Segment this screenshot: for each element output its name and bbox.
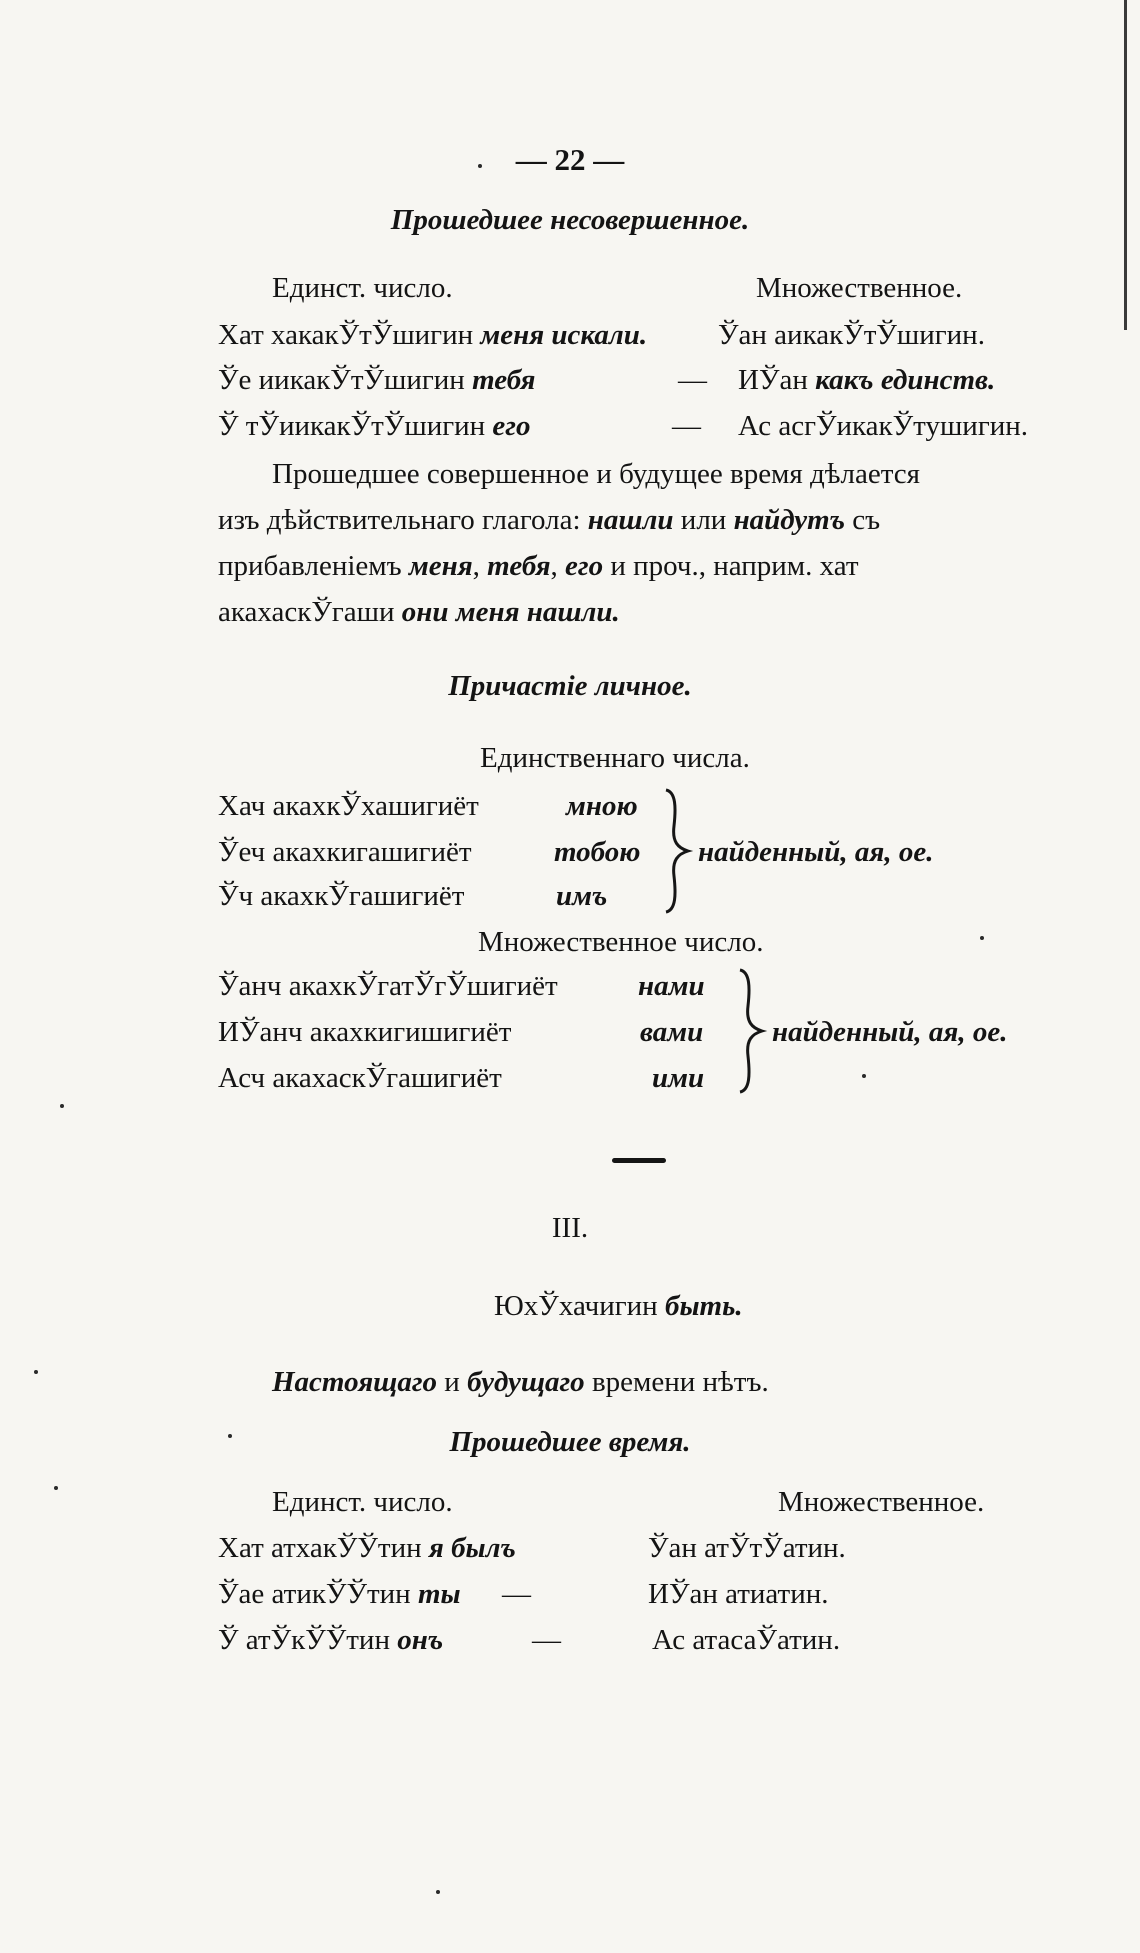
paragraph-emphasis: тебя: [487, 550, 551, 582]
singular-label: Единственнаго числа.: [480, 742, 750, 774]
scan-speck: [436, 1890, 440, 1894]
conjugation-row: [218, 1622, 443, 1658]
right-brace-icon: [660, 786, 696, 916]
scan-speck: [54, 1486, 58, 1490]
scan-speck: [228, 1434, 232, 1438]
scan-speck: [980, 936, 984, 940]
paragraph-line: [218, 548, 859, 584]
participle-pronoun: нами: [638, 970, 705, 1002]
column-header-plural: Множественное.: [756, 272, 963, 304]
form-word: Ўанч акахкЎгатЎгЎшигиёт: [218, 970, 558, 1002]
paragraph-line: [218, 502, 880, 538]
form-word: Ўае атикЎЎтин: [218, 1578, 418, 1610]
conjugation-row-plural: [718, 317, 985, 353]
participle-row: [218, 788, 479, 824]
verb-gloss: быть.: [664, 1290, 743, 1322]
column-header-plural: Множественное.: [778, 1486, 985, 1518]
section-subtitle-past: Прошедшее время.: [449, 1426, 691, 1458]
scan-speck: [862, 1074, 866, 1078]
paragraph-text: изъ дѣйствительнаго глагола:: [218, 504, 588, 536]
conjugation-row: [218, 1530, 516, 1566]
column-header-singular: Единст. число.: [272, 1486, 453, 1518]
note-text: и: [437, 1366, 468, 1398]
participle-pronoun: ими: [652, 1062, 705, 1094]
form-gloss: его: [492, 410, 531, 442]
dash: —: [532, 1624, 561, 1656]
verb-heading: [494, 1288, 743, 1324]
scan-speck: [60, 1104, 64, 1108]
form-gloss: онъ: [397, 1624, 444, 1656]
participle-pronoun: мною: [566, 790, 638, 822]
participle-row: [218, 1060, 502, 1096]
participle-row: [218, 834, 472, 870]
form-gloss: я былъ: [428, 1532, 516, 1564]
dash: —: [672, 410, 701, 442]
participle-pronoun: тобою: [554, 836, 641, 868]
form-gloss: ты: [417, 1578, 461, 1610]
section-numeral: III.: [551, 1212, 589, 1244]
form-gloss: тебя: [472, 364, 536, 396]
form-word: Хач акахкЎхашигиёт: [218, 790, 479, 822]
conjugation-row: [218, 1576, 461, 1612]
paragraph-emphasis: найдутъ: [733, 504, 846, 536]
paragraph-text: или: [673, 504, 734, 536]
paragraph-text: ,: [472, 550, 488, 582]
paragraph-text: съ: [845, 504, 881, 536]
form-word: Ўе иикакЎтЎшигин: [218, 364, 473, 396]
dash: —: [502, 1578, 531, 1610]
participle-meaning: найденный, ая, ое.: [772, 1016, 1008, 1048]
plural-label: Множественное число.: [478, 926, 764, 958]
form-word: Асч акахаскЎгашигиёт: [218, 1062, 502, 1094]
participle-row: [218, 968, 558, 1004]
form-word: Ў атЎкЎЎтин: [218, 1624, 398, 1656]
paragraph-emphasis: они меня нашли.: [401, 596, 620, 628]
form-word: Ў тЎиикакЎтЎшигин: [218, 410, 493, 442]
conjugation-row: [218, 317, 647, 353]
conjugation-row: [218, 362, 535, 398]
verb-word: ЮхЎхачигин: [494, 1290, 665, 1322]
form-gloss: какъ единств.: [815, 364, 996, 396]
conjugation-row-plural: Ўан атЎтЎатин.: [648, 1532, 846, 1564]
note-emphasis: Настоящаго: [272, 1366, 438, 1398]
paragraph-text: и проч., наприм. хат: [603, 550, 859, 582]
conjugation-row-plural: [738, 408, 1028, 444]
note-text: времени нѣтъ.: [584, 1366, 769, 1398]
paragraph-line: [272, 456, 920, 492]
participle-row: [218, 878, 464, 914]
section-divider: [612, 1158, 666, 1163]
right-brace-icon: [734, 966, 770, 1096]
form-gloss: меня искали.: [480, 319, 648, 351]
paragraph-text: ,: [550, 550, 566, 582]
paragraph-emphasis: его: [565, 550, 604, 582]
scan-speck: [478, 164, 482, 168]
participle-pronoun: вами: [640, 1016, 704, 1048]
form-word: Ўч акахкЎгашигиёт: [218, 880, 465, 912]
scan-speck: [34, 1370, 38, 1374]
participle-row: [218, 1014, 511, 1050]
form-word: Ўеч акахкигашигиёт: [218, 836, 472, 868]
paragraph-text: акахаскЎгаши: [218, 596, 402, 628]
form-word: Ас асгЎикакЎтушигин.: [738, 410, 1028, 442]
paragraph-text: прибавленіемъ: [218, 550, 409, 582]
note-emphasis: будущаго: [467, 1366, 585, 1398]
paragraph-emphasis: меня: [408, 550, 473, 582]
column-header-singular: Единст. число.: [272, 272, 453, 304]
participle-pronoun: имъ: [556, 880, 608, 912]
paragraph-emphasis: нашли: [587, 504, 674, 536]
form-word: ИЎан: [738, 364, 816, 396]
participle-meaning: найденный, ая, ое.: [698, 836, 934, 868]
form-word: Ўан аикакЎтЎшигин.: [718, 319, 985, 351]
conjugation-row-plural: Ас атасаЎатин.: [652, 1624, 841, 1656]
form-word: Хат хакакЎтЎшигин: [218, 319, 481, 351]
page-number: — 22 —: [515, 142, 625, 177]
form-word: ИЎанч акахкигишигиёт: [218, 1016, 512, 1048]
section-title-past-imperfect: Прошедшее несовершенное.: [390, 204, 750, 236]
conjugation-row-plural: [738, 362, 995, 398]
conjugation-row: [218, 408, 531, 444]
dash: —: [678, 364, 707, 396]
section-title-personal-participle: Причастіе личное.: [448, 670, 692, 702]
scan-edge-line: [1124, 0, 1127, 330]
paragraph-text: Прошедшее совершенное и будущее время дѣлается: [272, 458, 920, 490]
tense-note: [272, 1364, 769, 1400]
form-word: Хат атхакЎЎтин: [218, 1532, 429, 1564]
paragraph-line: [218, 594, 620, 630]
conjugation-row-plural: ИЎан атиатин.: [648, 1578, 829, 1610]
